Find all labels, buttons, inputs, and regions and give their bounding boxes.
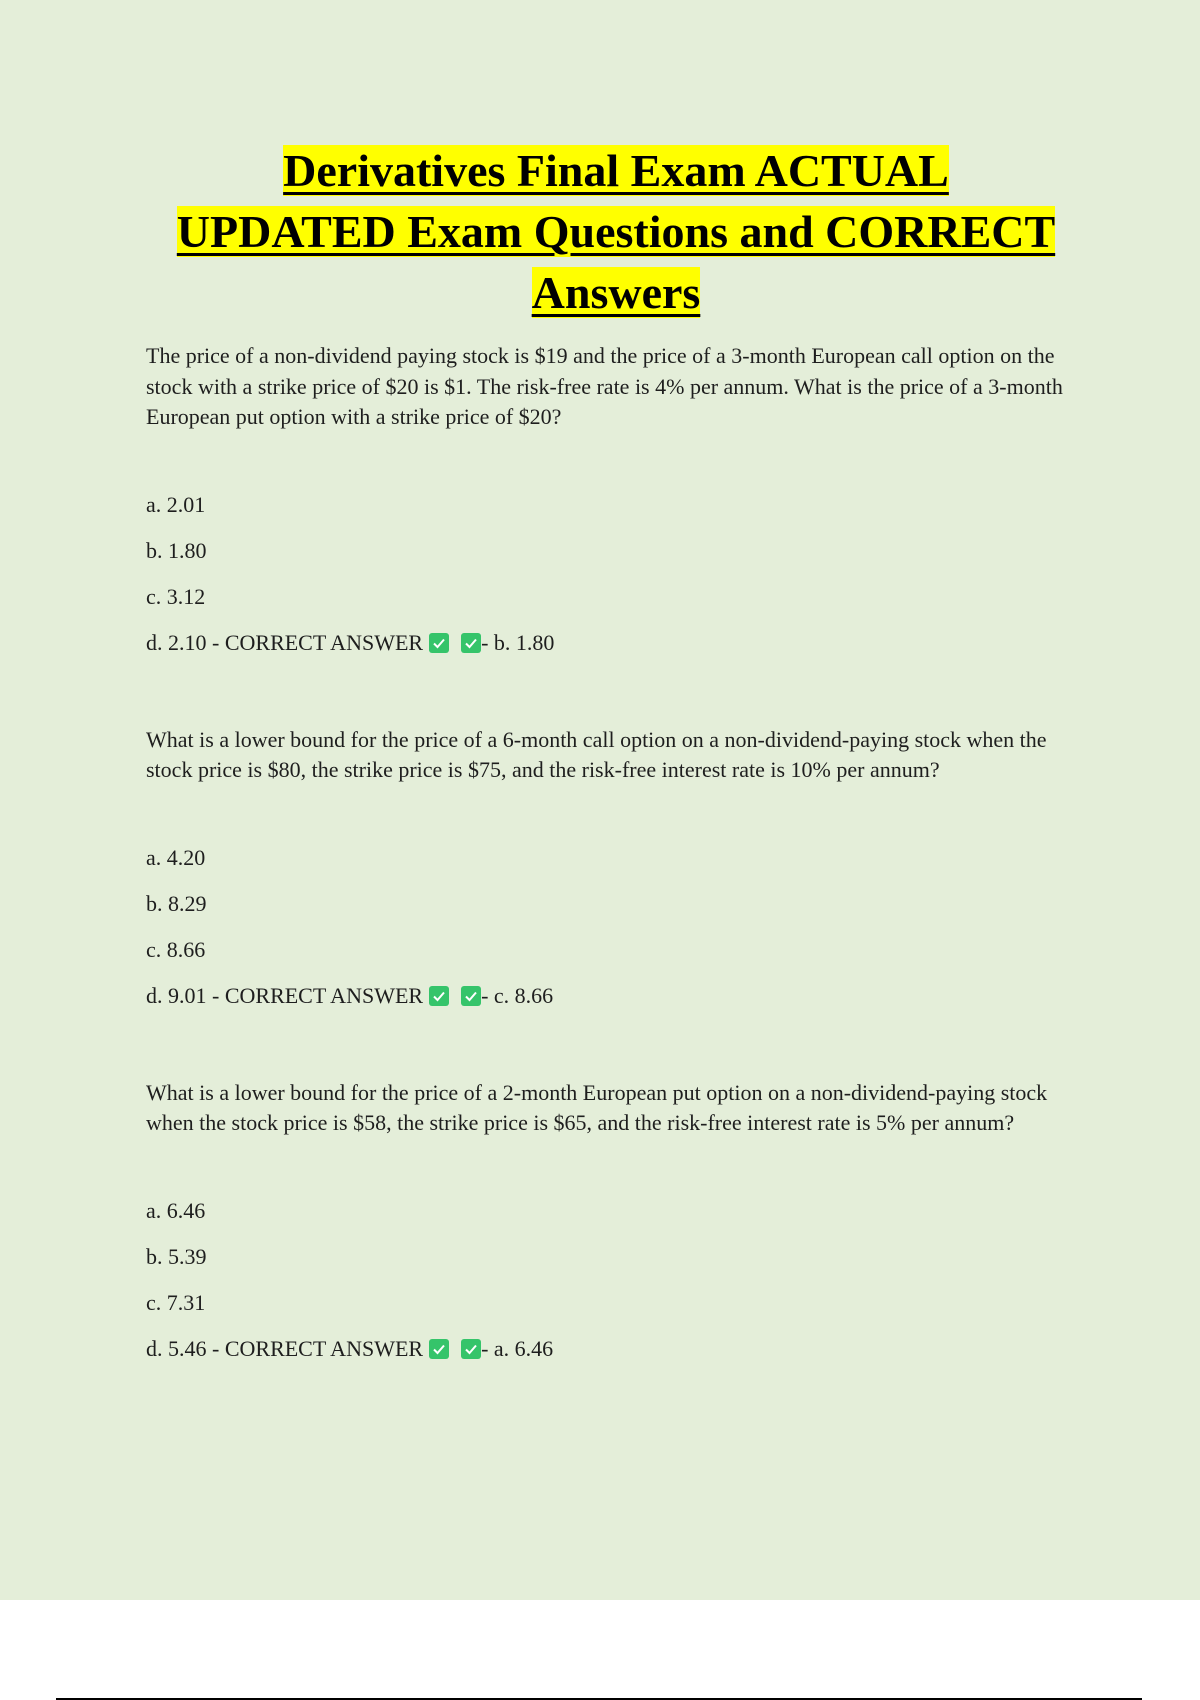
title-line-2: UPDATED Exam Questions and CORRECT (176, 206, 1056, 257)
option-a: a. 2.01 (146, 491, 206, 517)
option-d-with-answer (146, 629, 1086, 657)
option-d: d. 9.01 - (146, 982, 220, 1008)
option-a: a. 4.20 (146, 844, 206, 870)
option-b: b. 8.29 (146, 890, 207, 916)
option-d: d. 5.46 - (146, 1335, 220, 1361)
check-box-icon (461, 1339, 481, 1359)
answer-value: - c. 8.66 (481, 982, 554, 1008)
title-line-3: Answers (531, 267, 701, 318)
document-title (146, 140, 1086, 323)
option-c: c. 8.66 (146, 936, 206, 962)
title-line-1: Derivatives Final Exam ACTUAL (283, 145, 949, 196)
correct-answer-label: CORRECT ANSWER (224, 1335, 424, 1361)
option-list (146, 1197, 1086, 1363)
answer-value: - a. 6.46 (481, 1335, 554, 1361)
correct-answer-label: CORRECT ANSWER (224, 982, 424, 1008)
option-d: d. 2.10 - (146, 629, 220, 655)
question-text: The price of a non-dividend paying stock is $19 and the price of a 3-month European call option on the stock with a strike price of $20 is $1. The risk-free rate is 4% per annum. What is the price of a 3-month European put option with a strike price of $20? (146, 343, 1063, 429)
option-a: a. 6.46 (146, 1197, 206, 1223)
option-b: b. 5.39 (146, 1243, 207, 1269)
option-list (146, 844, 1086, 1010)
answer-value: - b. 1.80 (481, 629, 555, 655)
document-content (146, 140, 1086, 1363)
check-box-icon (461, 986, 481, 1006)
question-text: What is a lower bound for the price of a 2-month European put option on a non-dividend-paying stock when the stock price is $58, the strike price is $65, and the risk-free interest rate is 5% per annum? (146, 1079, 1048, 1135)
option-d-with-answer (146, 1335, 1086, 1363)
correct-answer-label: CORRECT ANSWER (224, 629, 424, 655)
question-text: What is a lower bound for the price of a 6-month call option on a non-dividend-paying stock when the stock price is $80, the strike price is $75, and the risk-free interest rate is 10% per annum? (146, 726, 1047, 782)
check-box-icon (429, 633, 449, 653)
check-box-icon (461, 633, 481, 653)
check-box-icon (429, 1339, 449, 1359)
option-c: c. 7.31 (146, 1289, 206, 1315)
option-list (146, 491, 1086, 657)
check-box-icon (429, 986, 449, 1006)
option-d-with-answer (146, 982, 1086, 1010)
option-c: c. 3.12 (146, 583, 206, 609)
option-b: b. 1.80 (146, 537, 207, 563)
